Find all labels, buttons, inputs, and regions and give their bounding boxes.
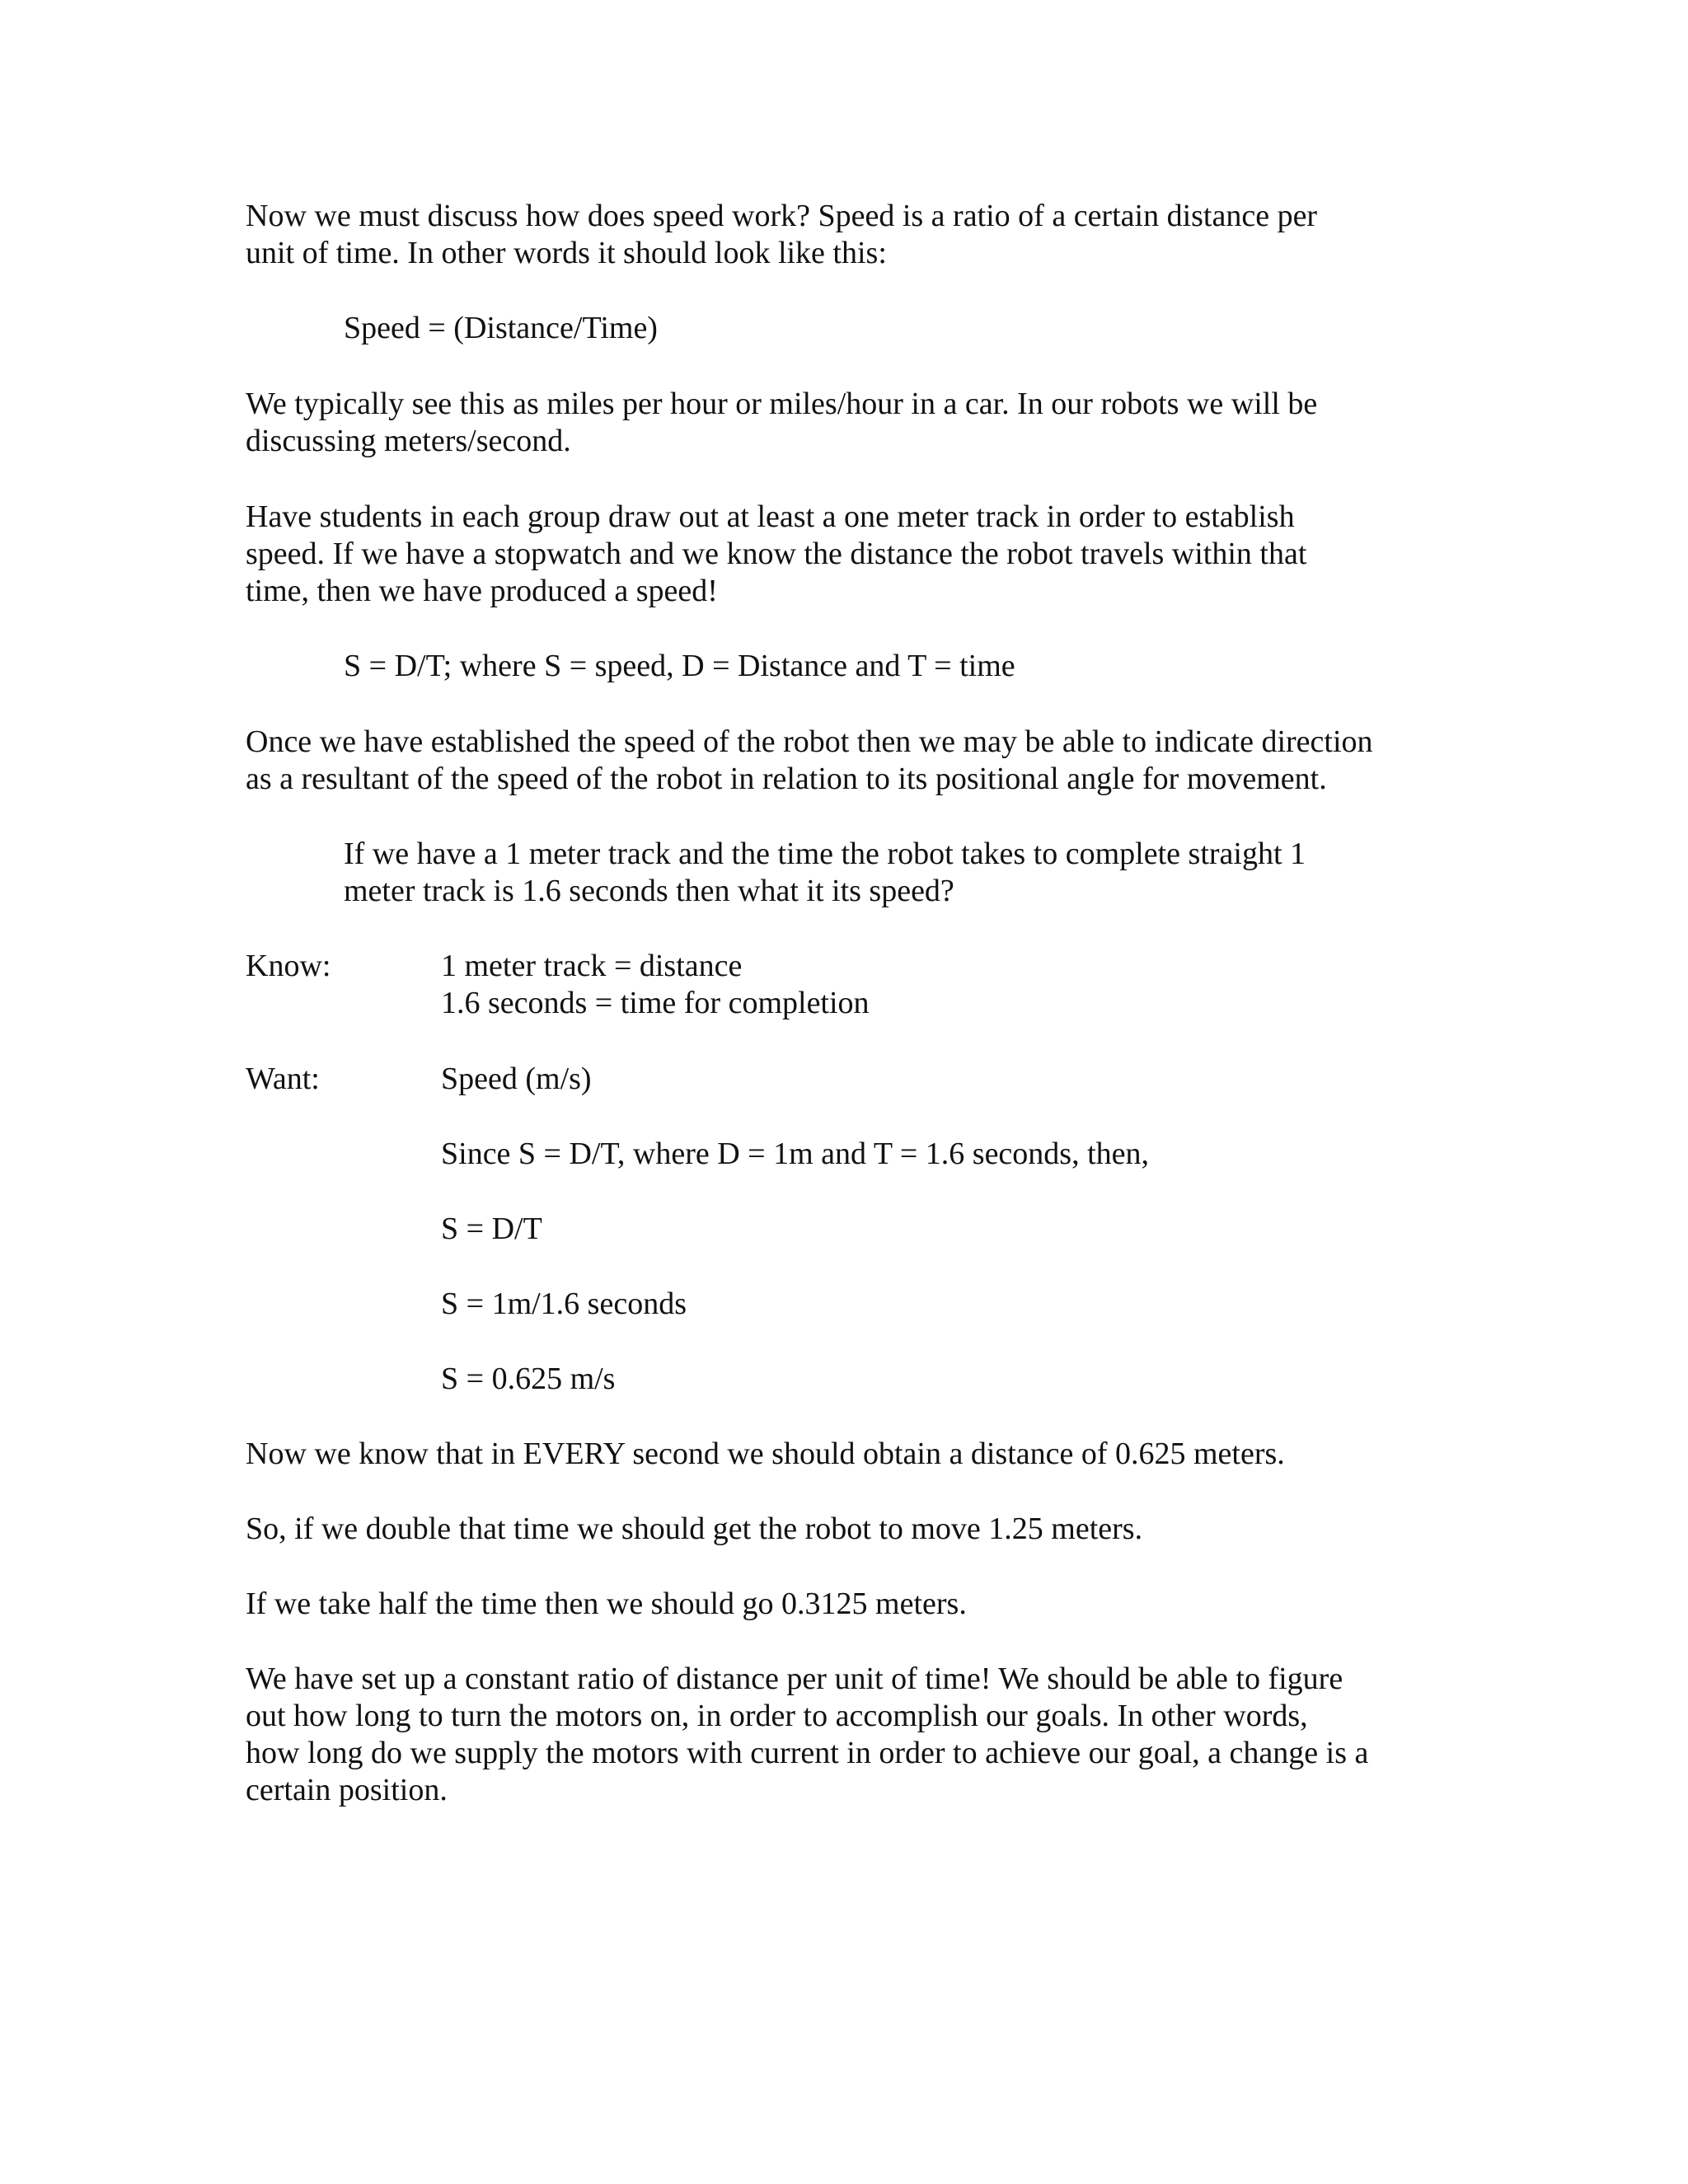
text-line: as a resultant of the speed of the robot in relation to its positional angle for movement.	[246, 762, 1327, 796]
solution-step-2: S = 1m/1.6 seconds	[441, 1286, 687, 1321]
text-line: Once we have established the speed of the robot then we may be able to indicate direction	[246, 724, 1373, 759]
text-line: Now we must discuss how does speed work? Speed is a ratio of a certain distance per	[246, 199, 1318, 233]
text-line: Have students in each group draw out at least a one meter track in order to establish	[246, 499, 1295, 534]
text-line: speed. If we have a stopwatch and we know the distance the robot travels within that	[246, 537, 1307, 571]
solution-step-3: S = 0.625 m/s	[441, 1361, 616, 1396]
speed-formula: Speed = (Distance/Time)	[344, 311, 658, 345]
solution-step-1: S = D/T	[441, 1212, 542, 1246]
know-label: Know:	[246, 949, 331, 983]
constant-ratio-paragraph	[246, 1661, 1368, 1809]
text-line: meter track is 1.6 seconds then what it its speed?	[344, 874, 954, 908]
double-time-paragraph: So, if we double that time we should get the robot to move 1.25 meters.	[246, 1511, 1143, 1546]
track-activity-paragraph	[246, 499, 1306, 610]
text-line: We typically see this as miles per hour or miles/hour in a car. In our robots we will be	[246, 387, 1318, 421]
text-line: certain position.	[246, 1773, 448, 1807]
since-line: Since S = D/T, where D = 1m and T = 1.6 seconds, then,	[441, 1137, 1150, 1171]
direction-paragraph	[246, 724, 1373, 798]
problem-statement	[344, 836, 1306, 910]
text-line: time, then we have produced a speed!	[246, 574, 718, 608]
want-value: Speed (m/s)	[441, 1062, 592, 1096]
every-second-paragraph: Now we know that in EVERY second we should obtain a distance of 0.625 meters.	[246, 1436, 1285, 1471]
text-line: unit of time. In other words it should look like this:	[246, 236, 887, 270]
want-label: Want:	[246, 1062, 320, 1096]
text-line: discussing meters/second.	[246, 424, 571, 458]
typical-units-paragraph	[246, 386, 1317, 460]
text-line: If we have a 1 meter track and the time the robot takes to complete straight 1	[344, 837, 1306, 871]
text-line: how long do we supply the motors with current in order to achieve our goal, a change is a	[246, 1736, 1369, 1770]
half-time-paragraph: If we take half the time then we should go 0.3125 meters.	[246, 1586, 967, 1621]
intro-paragraph	[246, 198, 1317, 272]
list-item: 1.6 seconds = time for completion	[441, 986, 870, 1020]
list-item: 1 meter track = distance	[441, 949, 743, 983]
text-line: out how long to turn the motors on, in order to accomplish our goals. In other words,	[246, 1699, 1308, 1733]
know-list	[441, 948, 870, 1022]
text-line: We have set up a constant ratio of distance per unit of time! We should be able to figure	[246, 1661, 1343, 1696]
sdt-formula: S = D/T; where S = speed, D = Distance and T = time	[344, 649, 1015, 683]
